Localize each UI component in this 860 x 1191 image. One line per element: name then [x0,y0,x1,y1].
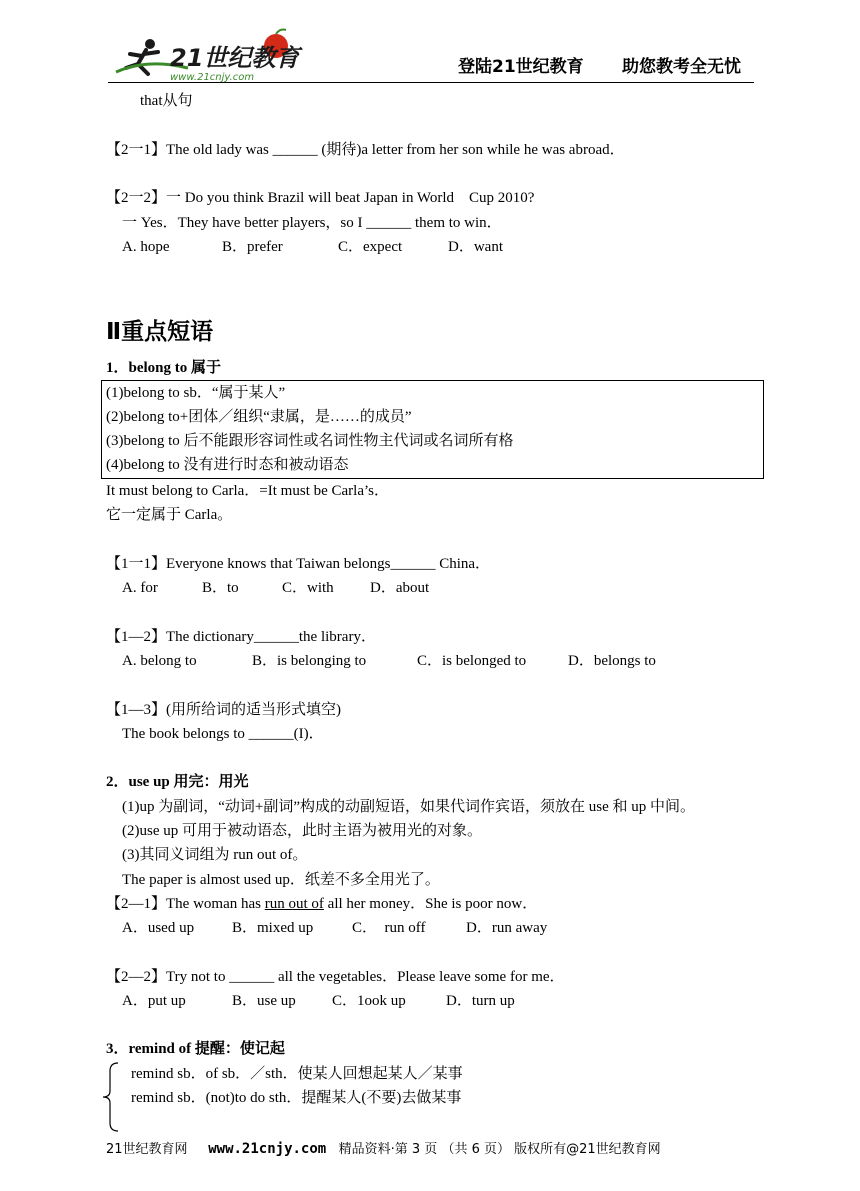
question-2-1-pre: 【2—1】The woman has [106,896,265,912]
phrase-2-note-1: (1)up 为副词，“动词+副词”构成的动副短语，如果代词作宾语，须放在 use 和 up 中间。 [122,799,696,815]
option-a: A. for [122,580,158,596]
footer-page-info: 精品资料·第 3 页 （共 6 页） 版权所有@21世纪教育网 [338,1142,661,1157]
option-a: A．used up [122,920,195,936]
phrase-2-example: The paper is almost used up．纸差不多全用光了。 [122,872,440,888]
question-2-2-top-line1: 【2一2】一 Do you think Brazil will beat Japan in World Cup 2010? [106,190,535,206]
header-slogan-left: 登陆21世纪教育 [458,57,584,77]
option-a: A．put up [122,993,186,1009]
option-d: D．belongs to [568,653,656,669]
phrase-3-usage-2: remind sb．(not)to do sth．提醒某人(不要)去做某事 [131,1090,462,1106]
phrase-2-heading: 2．use up 用完：用光 [106,774,249,790]
phrase-2-note-3: (3)其同义词组为 run out of。 [122,847,308,863]
phrase-1-note-2: (2)belong to+团体／组织“隶属，是……的成员” [106,409,412,425]
page-footer [106,1140,661,1159]
question-2-2-top-line2: 一 Yes．They have better players，so I ______ them to win． [122,215,502,231]
question-2-1 [106,895,537,913]
option-d: D．want [448,239,503,255]
phrase-2-note-2: (2)use up 可用于被动语态，此时主语为被用光的对象。 [122,823,482,839]
phrase-3-heading: 3．remind of 提醒：使记起 [106,1041,285,1057]
logo-url: www.21cnjy.com [170,72,255,83]
question-1-1: 【1一1】Everyone knows that Taiwan belongs______ China． [106,556,491,572]
phrase-1-example-en: It must belong to Carla．=It must be Carla’s． [106,483,390,499]
curly-brace [100,1061,122,1133]
option-b: B．mixed up [232,920,314,936]
option-c: C．is belonged to [417,653,527,669]
phrase-1-note-1: (1)belong to sb．“属于某人” [106,385,286,401]
header-divider [108,82,754,83]
header-slogan-right: 助您教考全无忧 [622,57,741,77]
option-b: B．prefer [222,239,283,255]
option-c: C．expect [338,239,403,255]
phrase-1-note-4: (4)belong to 没有进行时态和被动语态 [106,457,349,473]
question-2-2: 【2—2】Try not to ______ all the vegetables．Please leave some for me． [106,969,565,985]
option-d: D．about [370,580,430,596]
option-b: B．use up [232,993,296,1009]
option-b: B．is belonging to [252,653,367,669]
option-d: D．run away [466,920,548,936]
option-b: B．to [202,580,239,596]
phrase-1-example-zh: 它一定属于 Carla。 [106,507,233,523]
that-clause-label: that从句 [140,93,193,109]
option-c: C．with [282,580,334,596]
question-2-1-underlined: run out of [264,896,324,912]
option-c: C．1ook up [332,993,406,1009]
question-1-2: 【1—2】The dictionary______the library． [106,629,376,645]
phrase-3-usage-1: remind sb．of sb．／sth．使某人回想起某人／某事 [131,1066,463,1082]
section-title: Ⅱ重点短语 [106,319,214,345]
option-a: A. hope [122,239,170,255]
option-d: D．turn up [446,993,515,1009]
footer-site-link[interactable]: www.21cnjy.com [208,1141,327,1157]
question-2-1-post: all her money．She is poor now． [323,896,538,912]
question-1-3: The book belongs to ______(I)． [122,726,324,742]
question-2-1-top: 【2一1】The old lady was ______ (期待)a letter from her son while he was abroad． [106,142,625,158]
footer-brand: 21世纪教育网 [106,1142,188,1157]
option-c: C． run off [352,920,426,936]
site-logo [108,28,308,84]
option-a: A. belong to [122,653,197,669]
question-1-3-instruction: 【1—3】(用所给词的适当形式填空) [106,702,341,718]
phrase-1-heading: 1．belong to 属于 [106,360,222,376]
logo-text: 21世纪教育 [170,44,300,72]
phrase-1-note-3: (3)belong to 后不能跟形容词性或名词性物主代词或名词所有格 [106,433,514,449]
